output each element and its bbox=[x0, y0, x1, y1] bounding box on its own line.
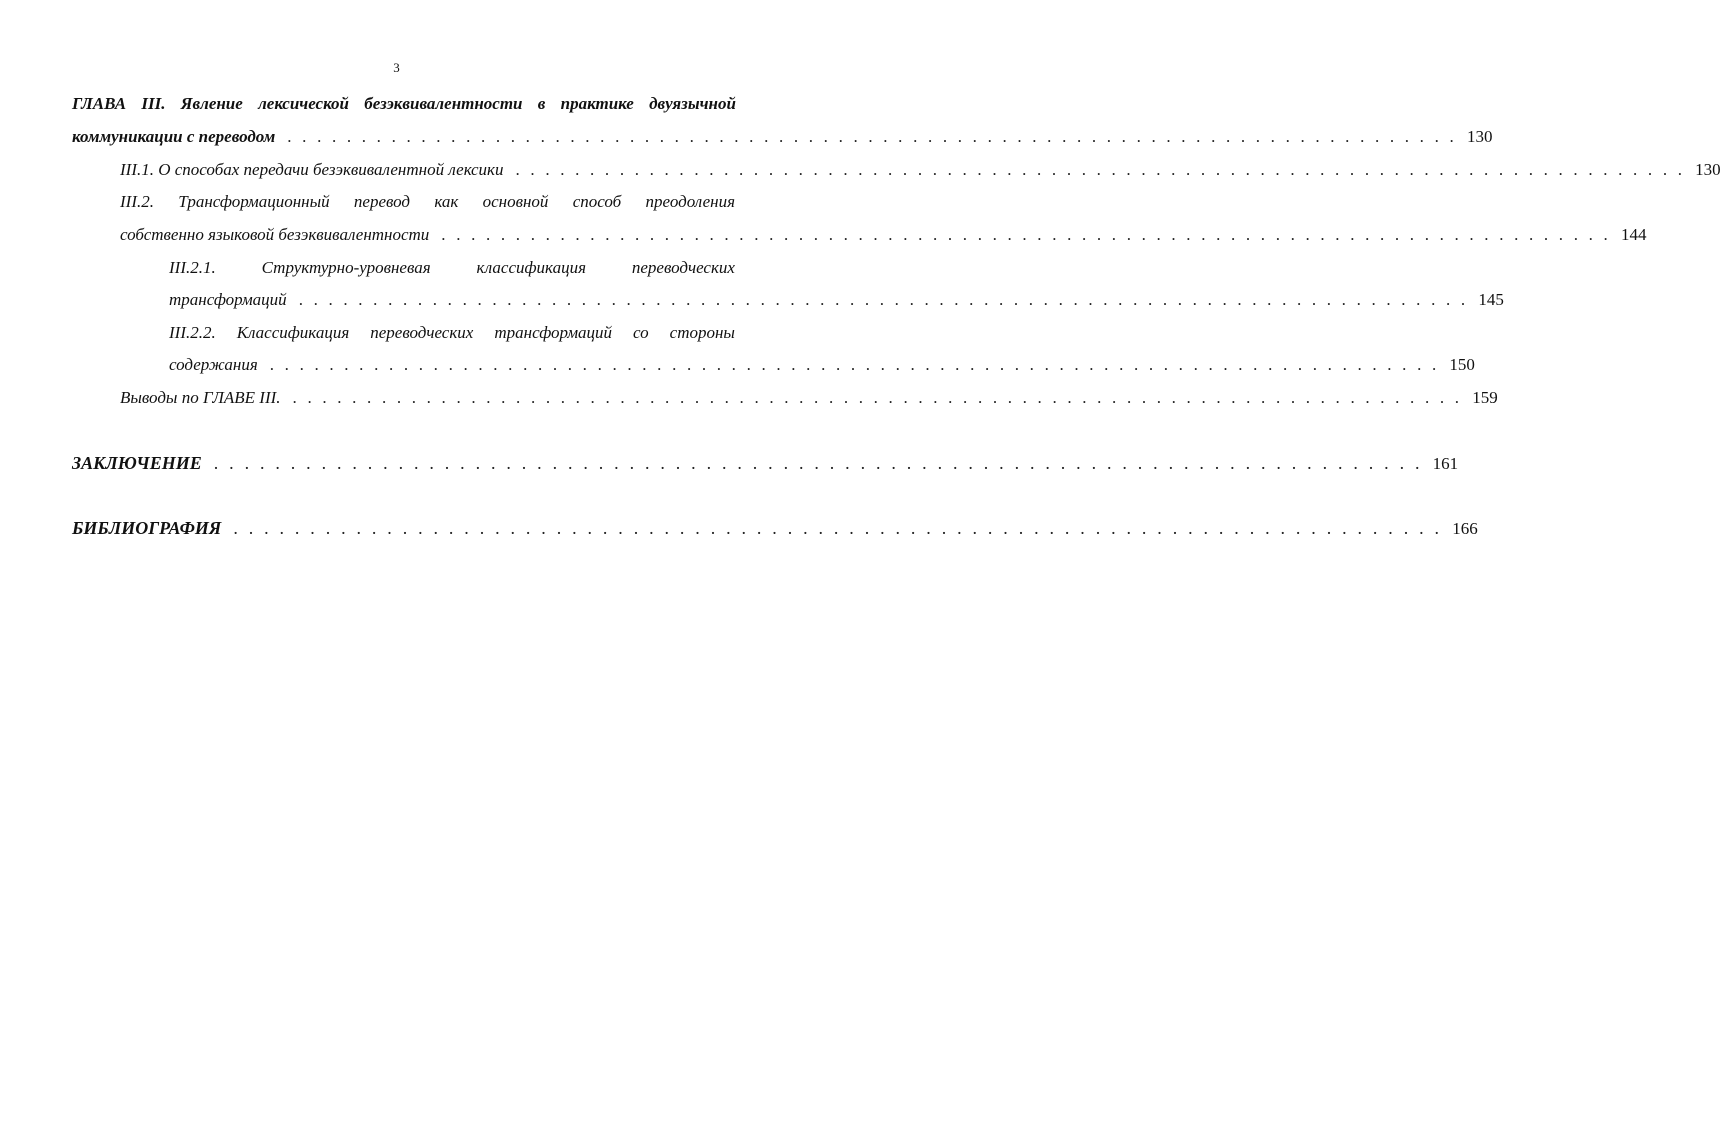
toc-entry-chapter-3-conclusions bbox=[120, 387, 1498, 409]
word: основной bbox=[482, 192, 549, 211]
dot-leader: . . . . . . . . . . . . . . . . . . . . . . . . . . . . . . . . . . . . . . . . . . . . . . . . . . . . . . . . . . . . . . . . . . . . . . . . . . . . . . . bbox=[292, 388, 1463, 407]
conclusion-page: 161 bbox=[1432, 454, 1459, 473]
toc-entry-3-2-line2 bbox=[120, 224, 1647, 246]
toc-entry-3-2-1-line2 bbox=[169, 289, 1504, 311]
word: безэквивалентности bbox=[364, 94, 523, 113]
word: ГЛАВА bbox=[72, 94, 127, 113]
word: Явление bbox=[180, 94, 243, 113]
word: III.2.1. bbox=[169, 258, 216, 277]
toc-entry-3-1 bbox=[120, 159, 1721, 181]
chapter-3-title-text: коммуникации с переводом bbox=[72, 127, 276, 146]
bibliography-page: 166 bbox=[1452, 519, 1478, 538]
dot-leader: . . . . . . . . . . . . . . . . . . . . . . . . . . . . . . . . . . . . . . . . . . . . . . . . . . . . . . . . . . . . . . . . . . . . . . . . . . . . . . . bbox=[441, 225, 1611, 244]
dot-leader: . . . . . . . . . . . . . . . . . . . . . . . . . . . . . . . . . . . . . . . . . . . . . . . . . . . . . . . . . . . . . . . . . . . . . . . . . . . . . . . bbox=[233, 518, 1443, 538]
toc-entry-conclusion bbox=[72, 452, 1459, 475]
word: III. bbox=[141, 94, 166, 113]
dot-leader: . . . . . . . . . . . . . . . . . . . . . . . . . . . . . . . . . . . . . . . . . . . . . . . . . . . . . . . . . . . . . . . . . . . . . . . . . . . . . . . bbox=[269, 355, 1440, 374]
toc-entry-page: 145 bbox=[1478, 290, 1504, 309]
word: лексической bbox=[258, 94, 350, 113]
word: двуязычной bbox=[649, 94, 736, 113]
toc-entry-3-2-line1 bbox=[120, 191, 735, 213]
toc-entry-page: 159 bbox=[1472, 388, 1498, 407]
toc-entry-page: 150 bbox=[1449, 355, 1475, 374]
word: Классификация bbox=[236, 323, 350, 342]
page-number: 3 bbox=[393, 60, 400, 75]
toc-entry-text: собственно языковой безэквивалентности bbox=[120, 225, 430, 244]
dot-leader: . . . . . . . . . . . . . . . . . . . . . . . . . . . . . . . . . . . . . . . . . . . . . . . . . . . . . . . . . . . . . . . . . . . . . . . . . . . . . . . bbox=[213, 453, 1423, 473]
dot-leader: . . . . . . . . . . . . . . . . . . . . . . . . . . . . . . . . . . . . . . . . . . . . . . . . . . . . . . . . . . . . . . . . . . . . . . . . . . . . . . . bbox=[298, 290, 1469, 309]
word: перевод bbox=[353, 192, 411, 211]
toc-entry-page: 144 bbox=[1620, 225, 1647, 244]
conclusion-title: ЗАКЛЮЧЕНИЕ bbox=[72, 453, 202, 473]
dot-leader: . . . . . . . . . . . . . . . . . . . . . . . . . . . . . . . . . . . . . . . . . . . . . . . . . . . . . . . . . . . . . . . . . . . . . . . . . . . . . . . bbox=[287, 127, 1457, 146]
dot-leader: . . . . . . . . . . . . . . . . . . . . . . . . . . . . . . . . . . . . . . . . . . . . . . . . . . . . . . . . . . . . . . . . . . . . . . . . . . . . . . . bbox=[515, 160, 1686, 179]
word: переводческих bbox=[370, 323, 474, 342]
word: III.2.2. bbox=[169, 323, 216, 342]
chapter-3-page: 130 bbox=[1466, 127, 1493, 146]
word: со bbox=[633, 323, 649, 342]
toc-entry-3-2-2-line1 bbox=[169, 322, 735, 344]
chapter-3-title-line1 bbox=[72, 93, 736, 115]
toc-entry-text: Выводы по ГЛАВЕ III. bbox=[120, 388, 281, 407]
chapter-3-title-line2 bbox=[72, 126, 1493, 148]
word: практике bbox=[560, 94, 634, 113]
word: стороны bbox=[669, 323, 735, 342]
bibliography-title: БИБЛИОГРАФИЯ bbox=[72, 518, 222, 538]
word: Структурно-уровневая bbox=[261, 258, 431, 277]
toc-entry-page: 130 bbox=[1695, 160, 1721, 179]
toc-entry-3-2-1-line1 bbox=[169, 257, 735, 279]
word: как bbox=[434, 192, 459, 211]
toc-entry-text: III.1. О способах передачи безэквивалентной лексики bbox=[120, 160, 504, 179]
word: способ bbox=[572, 192, 622, 211]
word: переводческих bbox=[631, 258, 735, 277]
toc-entry-text: содержания bbox=[169, 355, 258, 374]
word: преодоления bbox=[645, 192, 735, 211]
word: Трансформационный bbox=[178, 192, 330, 211]
word: трансформаций bbox=[494, 323, 613, 342]
toc-entry-3-2-2-line2 bbox=[169, 354, 1475, 376]
word: в bbox=[537, 94, 546, 113]
word: классификация bbox=[476, 258, 586, 277]
toc-entry-text: трансформаций bbox=[169, 290, 287, 309]
word: III.2. bbox=[120, 192, 154, 211]
toc-entry-bibliography bbox=[72, 517, 1478, 540]
